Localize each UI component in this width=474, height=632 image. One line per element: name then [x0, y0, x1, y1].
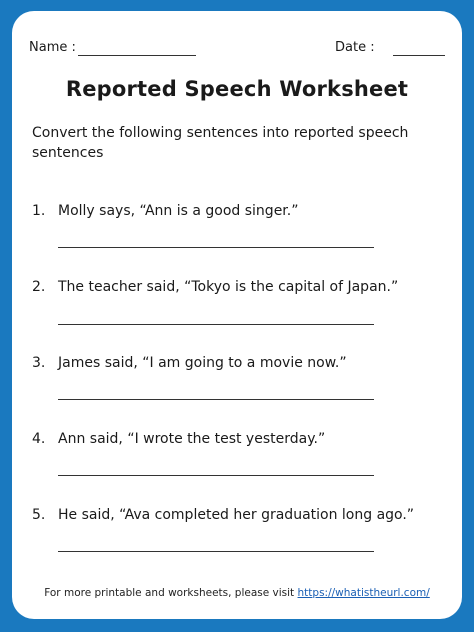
answer-line[interactable] — [58, 399, 374, 400]
question-text: Ann said, “I wrote the test yesterday.” — [58, 431, 326, 447]
page-title: Reported Speech Worksheet — [65, 77, 409, 101]
name-field[interactable] — [78, 55, 196, 56]
answer-line[interactable] — [58, 551, 374, 552]
footer-link[interactable]: https://whatistheurl.com/ — [297, 587, 430, 599]
question-number: 3. — [32, 355, 46, 371]
answer-line[interactable] — [58, 247, 374, 248]
answer-line[interactable] — [58, 324, 374, 325]
question-text: The teacher said, “Tokyo is the capital of Japan.” — [58, 279, 399, 295]
instructions: Convert the following sentences into reported speech sentences — [32, 125, 409, 161]
question-text: Molly says, “Ann is a good singer.” — [58, 203, 299, 219]
question-text: He said, “Ava completed her graduation long ago.” — [58, 507, 415, 523]
question-text: James said, “I am going to a movie now.” — [58, 355, 347, 371]
question-number: 4. — [32, 431, 46, 447]
question-number: 5. — [32, 507, 46, 523]
footer — [12, 587, 462, 599]
footer-text: For more printable and worksheets, please visit — [44, 587, 295, 599]
name-label: Name : — [29, 40, 76, 55]
worksheet — [12, 11, 462, 619]
date-field[interactable] — [393, 55, 445, 56]
question-number: 1. — [32, 203, 46, 219]
question-number: 2. — [32, 279, 46, 295]
answer-line[interactable] — [58, 475, 374, 476]
date-label: Date : — [335, 40, 375, 55]
header-row — [29, 40, 445, 60]
